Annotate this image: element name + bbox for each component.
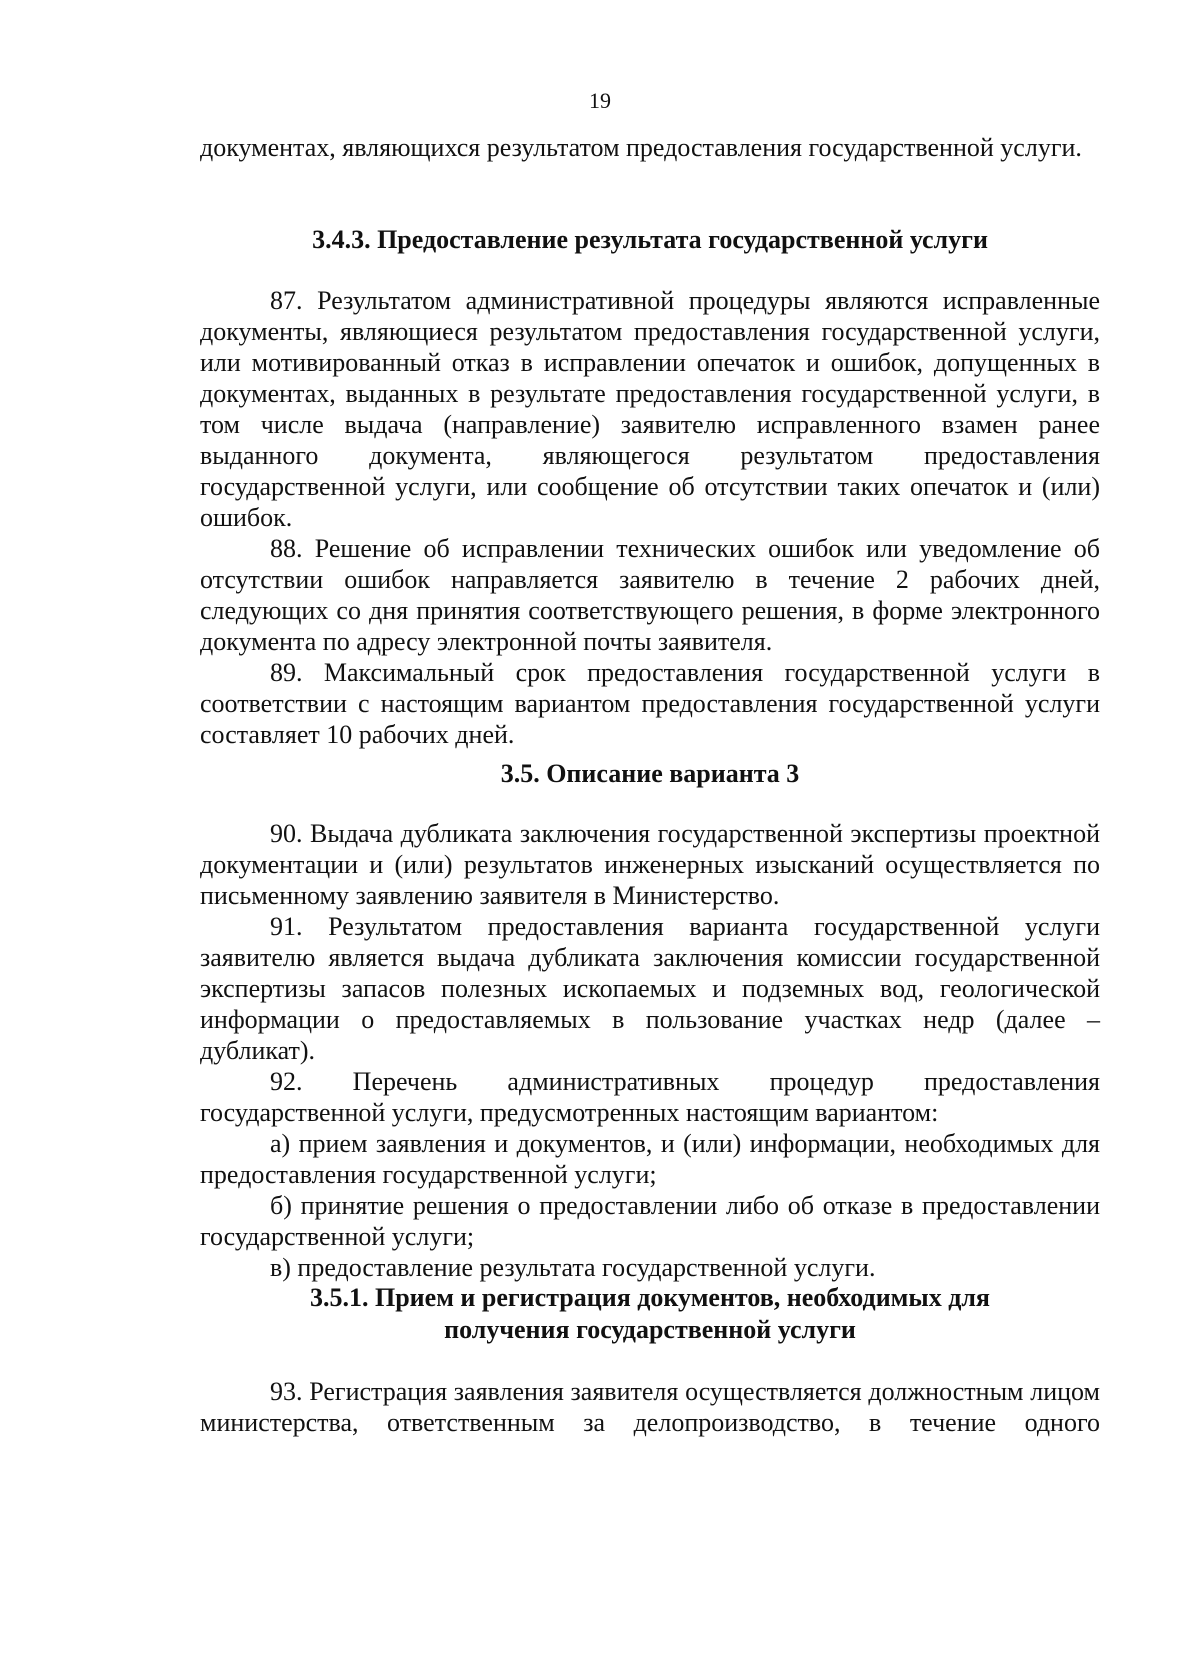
section-3-5-body: [200, 818, 1100, 1283]
paragraph-87: 87. Результатом административной процедуры являются исправленные документы, являющиеся результатом предоставления государственной услуги, или мотивированный отказ в исправлении опечаток и ошибок, допущенных в документах, выданных в результате предоставления государственной услуги, в том числе выдача (направление) заявителю исправленного взамен ранее выданного документа, являющегося результатом предоставления государственной услуги, или сообщение об отсутствии таких опечаток и (или) ошибок.: [200, 286, 1100, 532]
continuation-paragraph: документах, являющихся результатом предоставления государственной услуги.: [200, 133, 1082, 162]
section-heading-3-5-1-line-1: 3.5.1. Прием и регистрация документов, необходимых для: [309, 1283, 990, 1312]
section-heading-3-4-3: 3.4.3. Предоставление результата государственной услуги: [312, 225, 988, 254]
section-heading-3-5-1-line-2: получения государственной услуги: [444, 1315, 856, 1344]
page-number: 19: [589, 88, 611, 113]
list-item-c: в) предоставление результата государственной услуги.: [270, 1253, 876, 1282]
paragraph-91: 91. Результатом предоставления варианта государственной услуги заявителю является выдача дубликата заключения комиссии государственной экспертизы запасов полезных ископаемых и подземных вод, геологической информации о предоставляемых в пользование участках недр (далее – дубликат).: [200, 912, 1100, 1065]
section-heading-3-5-1: [200, 1282, 1100, 1346]
paragraph-89: 89. Максимальный срок предоставления государственной услуги в соответствии с настоящим вариантом предоставления государственной услуги составляет 10 рабочих дней.: [200, 658, 1100, 749]
section-3-5-1-body: [200, 1376, 1100, 1438]
paragraph-92: 92. Перечень административных процедур предоставления государственной услуги, предусмотренных настоящим вариантом:: [200, 1067, 1100, 1127]
section-3-4-3-body: [200, 285, 1100, 750]
paragraph-90: 90. Выдача дубликата заключения государственной экспертизы проектной документации и (или) результатов инженерных изысканий осуществляется по письменному заявлению заявителя в Министерство.: [200, 819, 1100, 910]
continuation-text: [200, 132, 1100, 163]
list-item-a: а) прием заявления и документов, и (или) информации, необходимых для предоставления государственной услуги;: [200, 1129, 1100, 1189]
paragraph-88: 88. Решение об исправлении технических ошибок или уведомление об отсутствии ошибок направляется заявителю в течение 2 рабочих дней, следующих со дня принятия соответствующего решения, в форме электронного документа по адресу электронной почты заявителя.: [200, 534, 1100, 656]
section-heading-3-5: 3.5. Описание варианта 3: [500, 759, 800, 788]
list-item-b: б) принятие решения о предоставлении либо об отказе в предоставлении государственной услуги;: [200, 1191, 1100, 1251]
paragraph-93: 93. Регистрация заявления заявителя осуществляется должностным лицом министерства, ответственным за делопроизводство, в течение одного: [200, 1377, 1100, 1437]
